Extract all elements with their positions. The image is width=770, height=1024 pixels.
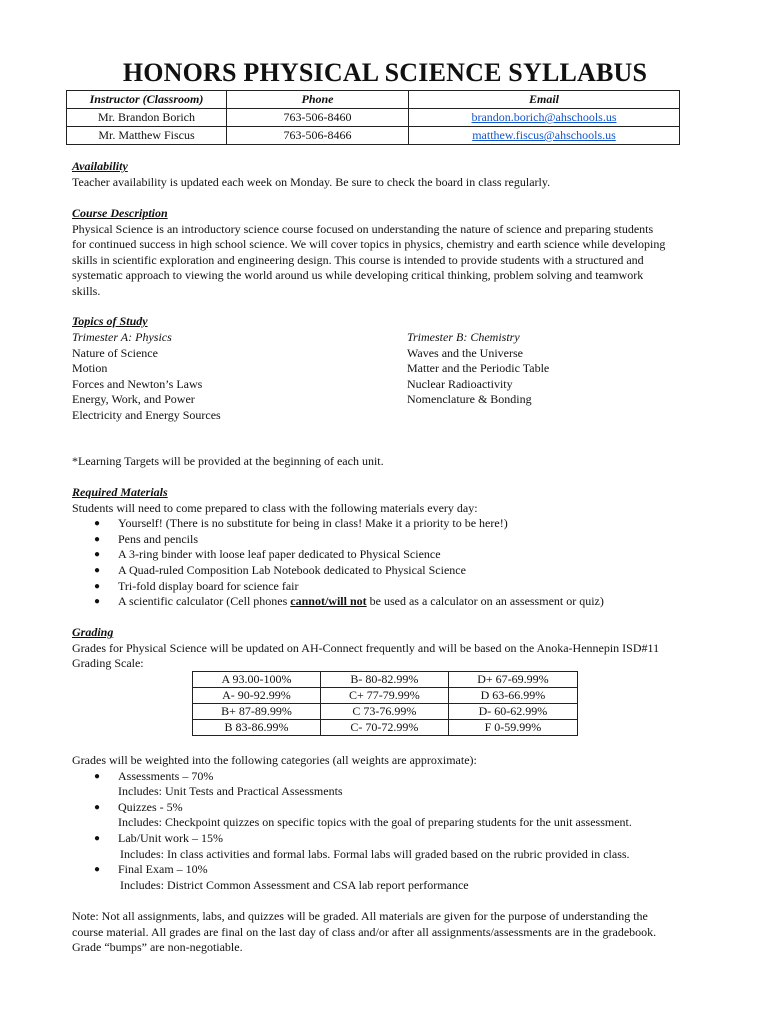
topic-item: Matter and the Periodic Table (407, 361, 550, 376)
note-line: Note: Not all assignments, labs, and quizzes will be graded. All materials are given for the purpose of understanding the (72, 909, 648, 923)
grade-cell: D 63-66.99% (448, 688, 577, 704)
category-includes: Includes: District Common Assessment and CSA lab report performance (120, 877, 469, 892)
grade-cell: A- 90-92.99% (193, 688, 321, 704)
grading-note (72, 909, 722, 956)
column-header: Email (409, 91, 680, 109)
list-item (72, 594, 702, 610)
table-header-row (67, 91, 680, 109)
weights-list (72, 769, 722, 894)
list-item: ● Tri-fold display board for science fair (72, 579, 702, 595)
trimester-a-list (72, 330, 221, 424)
grade-cell: F 0-59.99% (448, 720, 577, 736)
email-cell (409, 109, 680, 127)
list-item: ● A Quad-ruled Composition Lab Notebook dedicated to Physical Science (72, 563, 702, 579)
list-item: ● Yourself! (There is no substitute for being in class! Make it a priority to be here!) (72, 516, 702, 532)
calc-text-post: be used as a calculator on an assessment or quiz) (366, 594, 604, 609)
section-heading: Availability (72, 159, 128, 173)
section-heading: Topics of Study (72, 314, 148, 328)
email-link[interactable]: matthew.fiscus@ahschools.us (472, 128, 616, 142)
grading-scale-table (192, 671, 578, 736)
grade-cell: A 93.00-100% (193, 672, 321, 688)
topic-item: Motion (72, 361, 108, 376)
section-heading: Course Description (72, 206, 168, 220)
topic-item: Forces and Newton’s Laws (72, 376, 203, 391)
list-item: ● A 3-ring binder with loose leaf paper dedicated to Physical Science (72, 547, 702, 563)
trimester-a-title: Trimester A: Physics (72, 330, 172, 344)
column-header: Instructor (Classroom) (67, 91, 227, 109)
grade-cell: B- 80-82.99% (320, 672, 448, 688)
learning-targets-note: *Learning Targets will be provided at the beginning of each unit. (72, 454, 384, 468)
table-row (193, 688, 578, 704)
section-heading: Grading (72, 625, 114, 639)
instructor-phone: 763-506-8460 (227, 109, 409, 127)
instructor-phone: 763-506-8466 (227, 127, 409, 145)
page-title: HONORS PHYSICAL SCIENCE SYLLABUS (122, 58, 648, 87)
grade-cell: C- 70-72.99% (320, 720, 448, 736)
instructor-name: Mr. Matthew Fiscus (67, 127, 227, 145)
list-item: ● Final Exam – 10% (72, 862, 722, 878)
grade-cell: D+ 67-69.99% (448, 672, 577, 688)
note-line: course material. All grades are final on the last day of class and/or after all assignments/assessments are in the gradebook. (72, 924, 657, 939)
grading-section (72, 625, 722, 672)
table-row (193, 720, 578, 736)
description-line: skills. (72, 283, 101, 298)
section-heading: Required Materials (72, 485, 168, 499)
grade-cell: B+ 87-89.99% (193, 704, 321, 720)
grade-cell: C+ 77-79.99% (320, 688, 448, 704)
instructor-table (66, 90, 680, 145)
grade-cell: B 83-86.99% (193, 720, 321, 736)
calc-text-pre: A scientific calculator (Cell phones (118, 594, 291, 609)
availability-section (72, 159, 702, 190)
category-includes: Includes: In class activities and formal labs. Formal labs will graded based on the rubric provided in class. (120, 846, 630, 861)
list-item: ● Lab/Unit work – 15% (72, 831, 722, 847)
trimester-b-list (407, 330, 549, 408)
description-line: systematic approach to viewing the world around us while developing critical thinking, problem solving and teamwork (72, 268, 644, 283)
list-item: ● Quizzes - 5% (72, 800, 722, 816)
materials-section (72, 485, 702, 610)
weights-intro: Grades will be weighted into the following categories (all weights are approximate): (72, 753, 477, 767)
topic-item: Energy, Work, and Power (72, 392, 195, 407)
topic-item: Nuclear Radioactivity (407, 376, 513, 391)
grade-cell: D- 60-62.99% (448, 704, 577, 720)
grade-cell: C 73-76.99% (320, 704, 448, 720)
materials-intro: Students will need to come prepared to class with the following materials every day: (72, 500, 478, 515)
instructor-name: Mr. Brandon Borich (67, 109, 227, 127)
course-description-section (72, 206, 712, 300)
materials-list (72, 516, 702, 610)
topic-item: Nature of Science (72, 345, 158, 360)
grading-intro-line: Grades for Physical Science will be updated on AH-Connect frequently and will be based on the Anoka-Hennepin ISD#11 (72, 640, 660, 655)
column-header: Phone (227, 91, 409, 109)
note-line: Grade “bumps” are non-negotiable. (72, 940, 243, 955)
topics-heading-wrap (72, 314, 702, 330)
list-item: ● Pens and pencils (72, 532, 702, 548)
calc-text-bold: cannot/will not (290, 594, 367, 609)
table-row (67, 127, 680, 145)
description-line: skills in scientific exploration and engineering design. This course is intended to provide students with a structured and (72, 252, 644, 267)
category-includes: Includes: Unit Tests and Practical Assessments (118, 784, 343, 799)
availability-text: Teacher availability is updated each week on Monday. Be sure to check the board in class regularly. (72, 174, 551, 189)
email-cell (409, 127, 680, 145)
topic-item: Nomenclature & Bonding (407, 392, 532, 407)
grading-intro-line: Grading Scale: (72, 656, 144, 671)
description-line: for continued success in high school science. We will cover topics in physics, chemistry and earth science while developing (72, 237, 666, 252)
email-link[interactable]: brandon.borich@ahschools.us (471, 110, 617, 124)
table-row (193, 672, 578, 688)
description-line: Physical Science is an introductory science course focused on understanding the nature of science and preparing students (72, 221, 654, 236)
table-row (193, 704, 578, 720)
topic-item: Waves and the Universe (407, 345, 523, 360)
list-item: ● Assessments – 70% (72, 769, 722, 785)
table-row (67, 109, 680, 127)
topic-item: Electricity and Energy Sources (72, 407, 221, 422)
trimester-b-title: Trimester B: Chemistry (407, 330, 520, 344)
category-includes: Includes: Checkpoint quizzes on specific topics with the goal of preparing students for the unit assessment. (118, 815, 632, 830)
weights-section (72, 753, 722, 893)
